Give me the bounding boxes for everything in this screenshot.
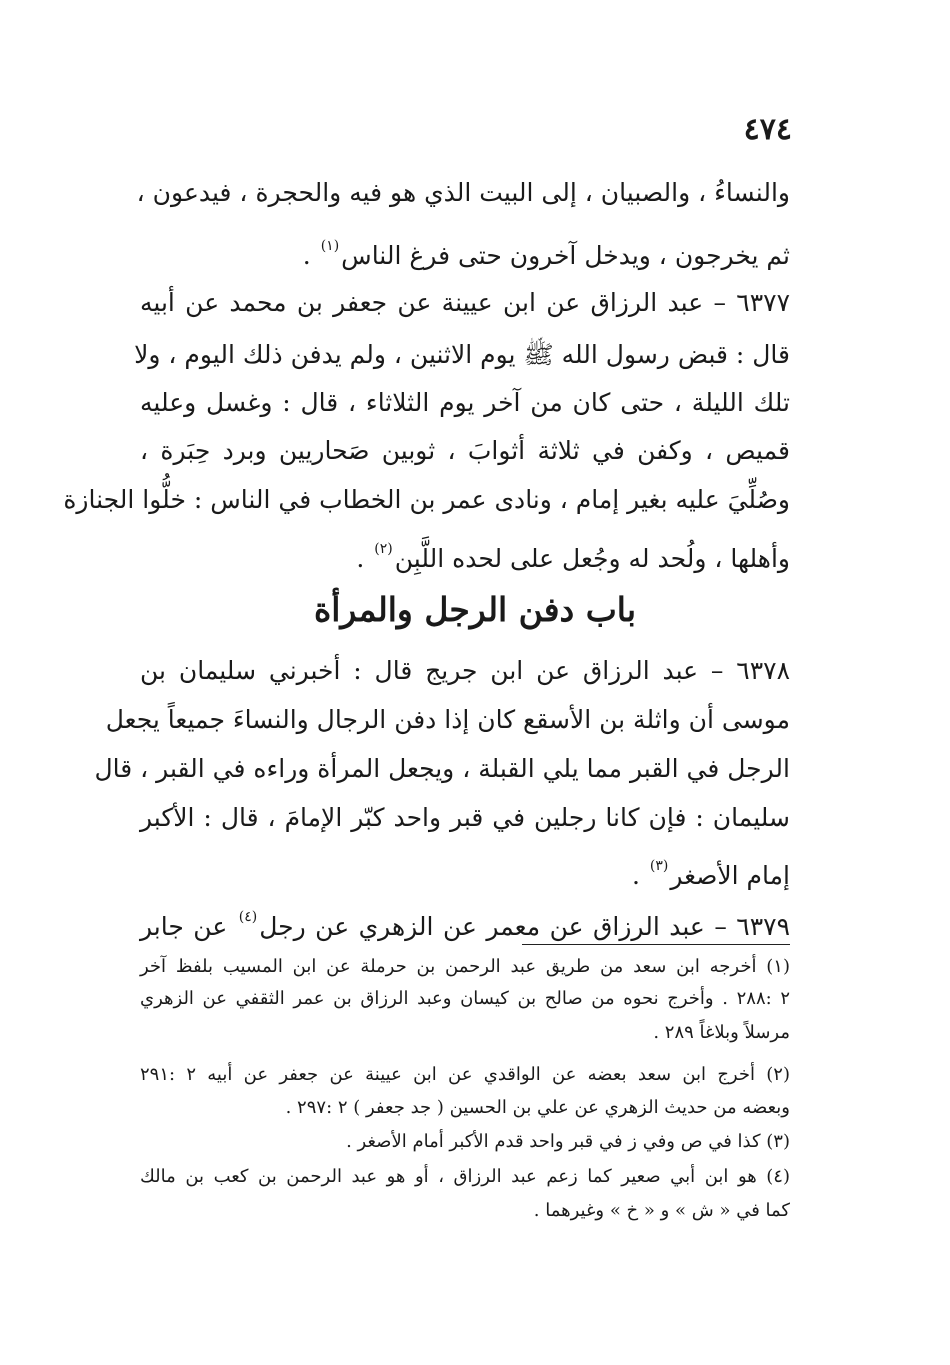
hadith-line: إمام الأصغر$^{(٣)}$ . bbox=[631, 858, 790, 890]
footnote-line: وبعضه من حديث الزهري عن علي بن الحسين ( جد جعفر ) ٢ :٢٩٧ . bbox=[285, 1097, 790, 1118]
footnote-line: ٢ :٢٨٨ . وأخرج نحوه من صالح بن كيسان وعبد الرزاق بن عمر الثقفي عن الزهري bbox=[140, 988, 790, 1009]
footnote-separator bbox=[522, 944, 790, 945]
footnote-line: مرسلاً وبلاغاً ٢٨٩ . bbox=[653, 1022, 790, 1043]
hadith-line bbox=[140, 900, 790, 944]
footnote-line: (٢) أخرج ابن سعد بعضه عن الواقدي عن ابن عيينة عن جعفر عن أبيه ٢ :٢٩١ bbox=[140, 1064, 790, 1085]
footnote-line: (١) أخرجه ابن سعد من طريق عبد الرحمن بن حرملة عن ابن المسيب بلفظ آخر bbox=[140, 956, 790, 977]
hadith-line: وأهلها ، ولُحد له وجُعل على لحده اللَّبِن$^{(٢)}$ . bbox=[356, 541, 790, 573]
hadith-line: وصُلِّيَ عليه بغير إمام ، ونادى عمر بن الخطاب في الناس : خلُّوا الجنازة bbox=[63, 485, 790, 514]
hadith-line: الرجل في القبر مما يلي القبلة ، ويجعل المرأة وراءه في القبر ، قال bbox=[94, 754, 790, 783]
footnote-ref: (١) bbox=[320, 238, 340, 254]
chapter-heading: باب دفن الرجل والمرأة bbox=[313, 590, 637, 629]
hadith-line: ٦٣٧٨ – عبد الرزاق عن ابن جريج قال : أخبرني سليمان بن bbox=[140, 656, 790, 685]
hadith-line-text: إمام الأصغر bbox=[670, 861, 790, 890]
hadith-line: قميص ، وكفن في ثلاثة أثوابَ ، ثوبين صَحاريين وبرد حِبَرة ، bbox=[140, 436, 790, 465]
hadith-line: موسى أن واثلة بن الأسقع كان إذا دفن الرجال والنساءَ جميعاً يجعل bbox=[105, 705, 790, 734]
hadith-line: تلك الليلة ، حتى كان من آخر يوم الثلاثاء ، قال : وغسل وعليه bbox=[140, 388, 790, 417]
hadith-line-text: ٦٣٧٩ – عبد الرزاق عن معمر عن الزهري عن رجل bbox=[259, 912, 791, 941]
hadith-line: قال : قبض رسول الله ﷺ يوم الاثنين ، ولم يدفن ذلك اليوم ، ولا bbox=[134, 340, 790, 369]
footnote-line: (٤) هو ابن أبي صعير كما زعم عبد الرزاق ، أو هو عبد الرحمن بن كعب بن مالك bbox=[140, 1166, 790, 1187]
footnote-line: كما في « ش » و « خ » وغيرهما . bbox=[533, 1200, 790, 1221]
page-number: ٤٧٤ bbox=[743, 112, 792, 147]
body-line: ثم يخرجون ، ويدخل آخرون حتى فرغ الناس$^{(١)}$ . bbox=[302, 238, 790, 270]
hadith-line-text: وأهلها ، ولُحد له وجُعل على لحده اللَّبِن bbox=[394, 544, 790, 573]
footnote-ref: (٤) bbox=[238, 909, 258, 925]
body-line-text: ثم يخرجون ، ويدخل آخرون حتى فرغ الناس bbox=[341, 241, 790, 270]
footnote-ref: (٣) bbox=[649, 858, 669, 874]
hadith-line: ٦٣٧٧ – عبد الرزاق عن ابن عيينة عن جعفر بن محمد عن أبيه bbox=[140, 288, 790, 317]
hadith-line: سليمان : فإن كانا رجلين في قبر واحد كبّر الإمامَ ، قال : الأكبر bbox=[140, 803, 790, 832]
hadith-line-tail: عن جابر bbox=[140, 912, 228, 941]
footnote-line: (٣) كذا في ص وفي ز في قبر واحد قدم الأكبر أمام الأصغر . bbox=[346, 1131, 790, 1152]
body-line: والنساءُ ، والصبيان ، إلى البيت الذي هو فيه والحجرة ، فيدعون ، bbox=[136, 178, 790, 207]
footnote-ref: (٢) bbox=[374, 541, 393, 557]
